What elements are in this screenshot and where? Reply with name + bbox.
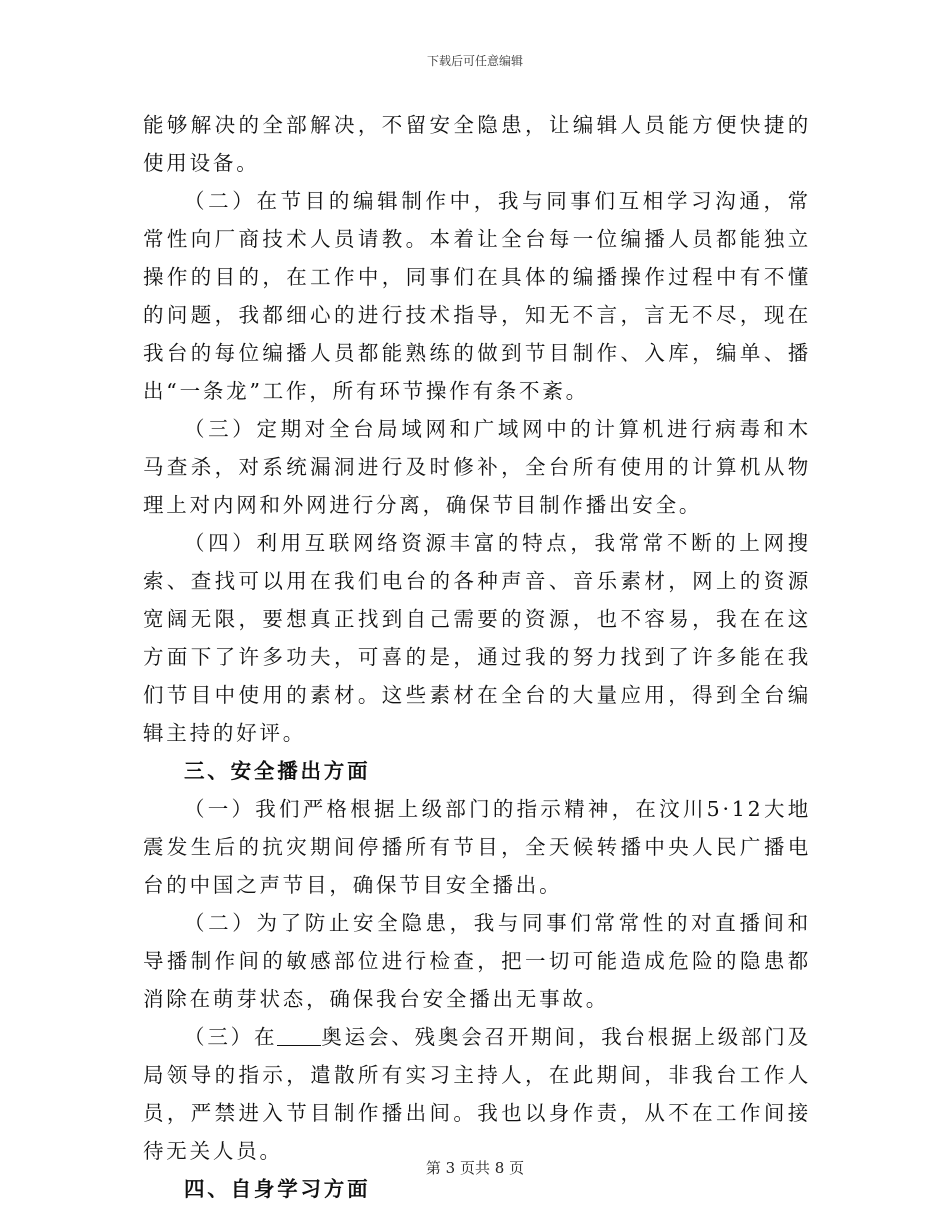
paragraph-olympics-start: （三）在 <box>184 1025 278 1049</box>
paragraph-editing: （二）在节目的编辑制作中，我与同事们互相学习沟通，常常性向厂商技术人员请教。本着让全台每一位编播人员都能独立操作的目的，在工作中，同事们在具体的编播操作过程中有不懂的问题，我都细心的进行技术指导，知无不言，言无不尽，现在我台的每位编播人员都能熟练的做到节目制作、入库，编单、播出“一条龙”工作，所有环节操作有条不紊。 <box>143 189 811 403</box>
blank-underline <box>277 1027 321 1046</box>
paragraph-hazard-check: （二）为了防止安全隐患，我与同事们常常性的对直播间和导播制作间的敏感部位进行检查，把一切可能造成危险的隐患都消除在萌芽状态，确保我台安全播出无事故。 <box>143 911 811 1011</box>
paragraph-olympics <box>143 1018 811 1170</box>
page-footer: 第 3 页共 8 页 <box>425 1159 525 1177</box>
paragraph-earthquake: （一）我们严格根据上级部门的指示精神，在汶川5·12大地震发生后的抗灾期间停播所有节目，全天候转播中央人民广播电台的中国之声节目，确保节目安全播出。 <box>143 797 811 897</box>
section-heading-self-study: 四、自身学习方面 <box>184 1177 371 1201</box>
paragraph-antivirus: （三）定期对全台局域网和广域网中的计算机进行病毒和木马查杀，对系统漏洞进行及时修补，全台所有使用的计算机从物理上对内网和外网进行分离，确保节目制作播出安全。 <box>143 417 811 517</box>
document-body <box>143 106 811 1208</box>
paragraph-olympics-rest: 奥运会、残奥会召开期间，我台根据上级部门及局领导的指示，遣散所有实习主持人，在此期间，非我台工作人员，严禁进入节目制作播出间。我也以身作责，从不在工作间接待无关人员。 <box>143 1025 811 1163</box>
page-header: 下载后可任意编辑 <box>426 54 523 68</box>
section-heading-safe-broadcast: 三、安全播出方面 <box>184 759 371 783</box>
paragraph-continued: 能够解决的全部解决，不留安全隐患，让编辑人员能方便快捷的使用设备。 <box>143 113 811 175</box>
paragraph-internet-resources: （四）利用互联网络资源丰富的特点，我常常不断的上网搜索、查找可以用在我们电台的各种声音、音乐素材，网上的资源宽阔无限，要想真正找到自己需要的资源，也不容易，我在在这方面下了许多功夫，可喜的是，通过我的努力找到了许多能在我们节目中使用的素材。这些素材在全台的大量应用，得到全台编辑主持的好评。 <box>143 531 811 745</box>
